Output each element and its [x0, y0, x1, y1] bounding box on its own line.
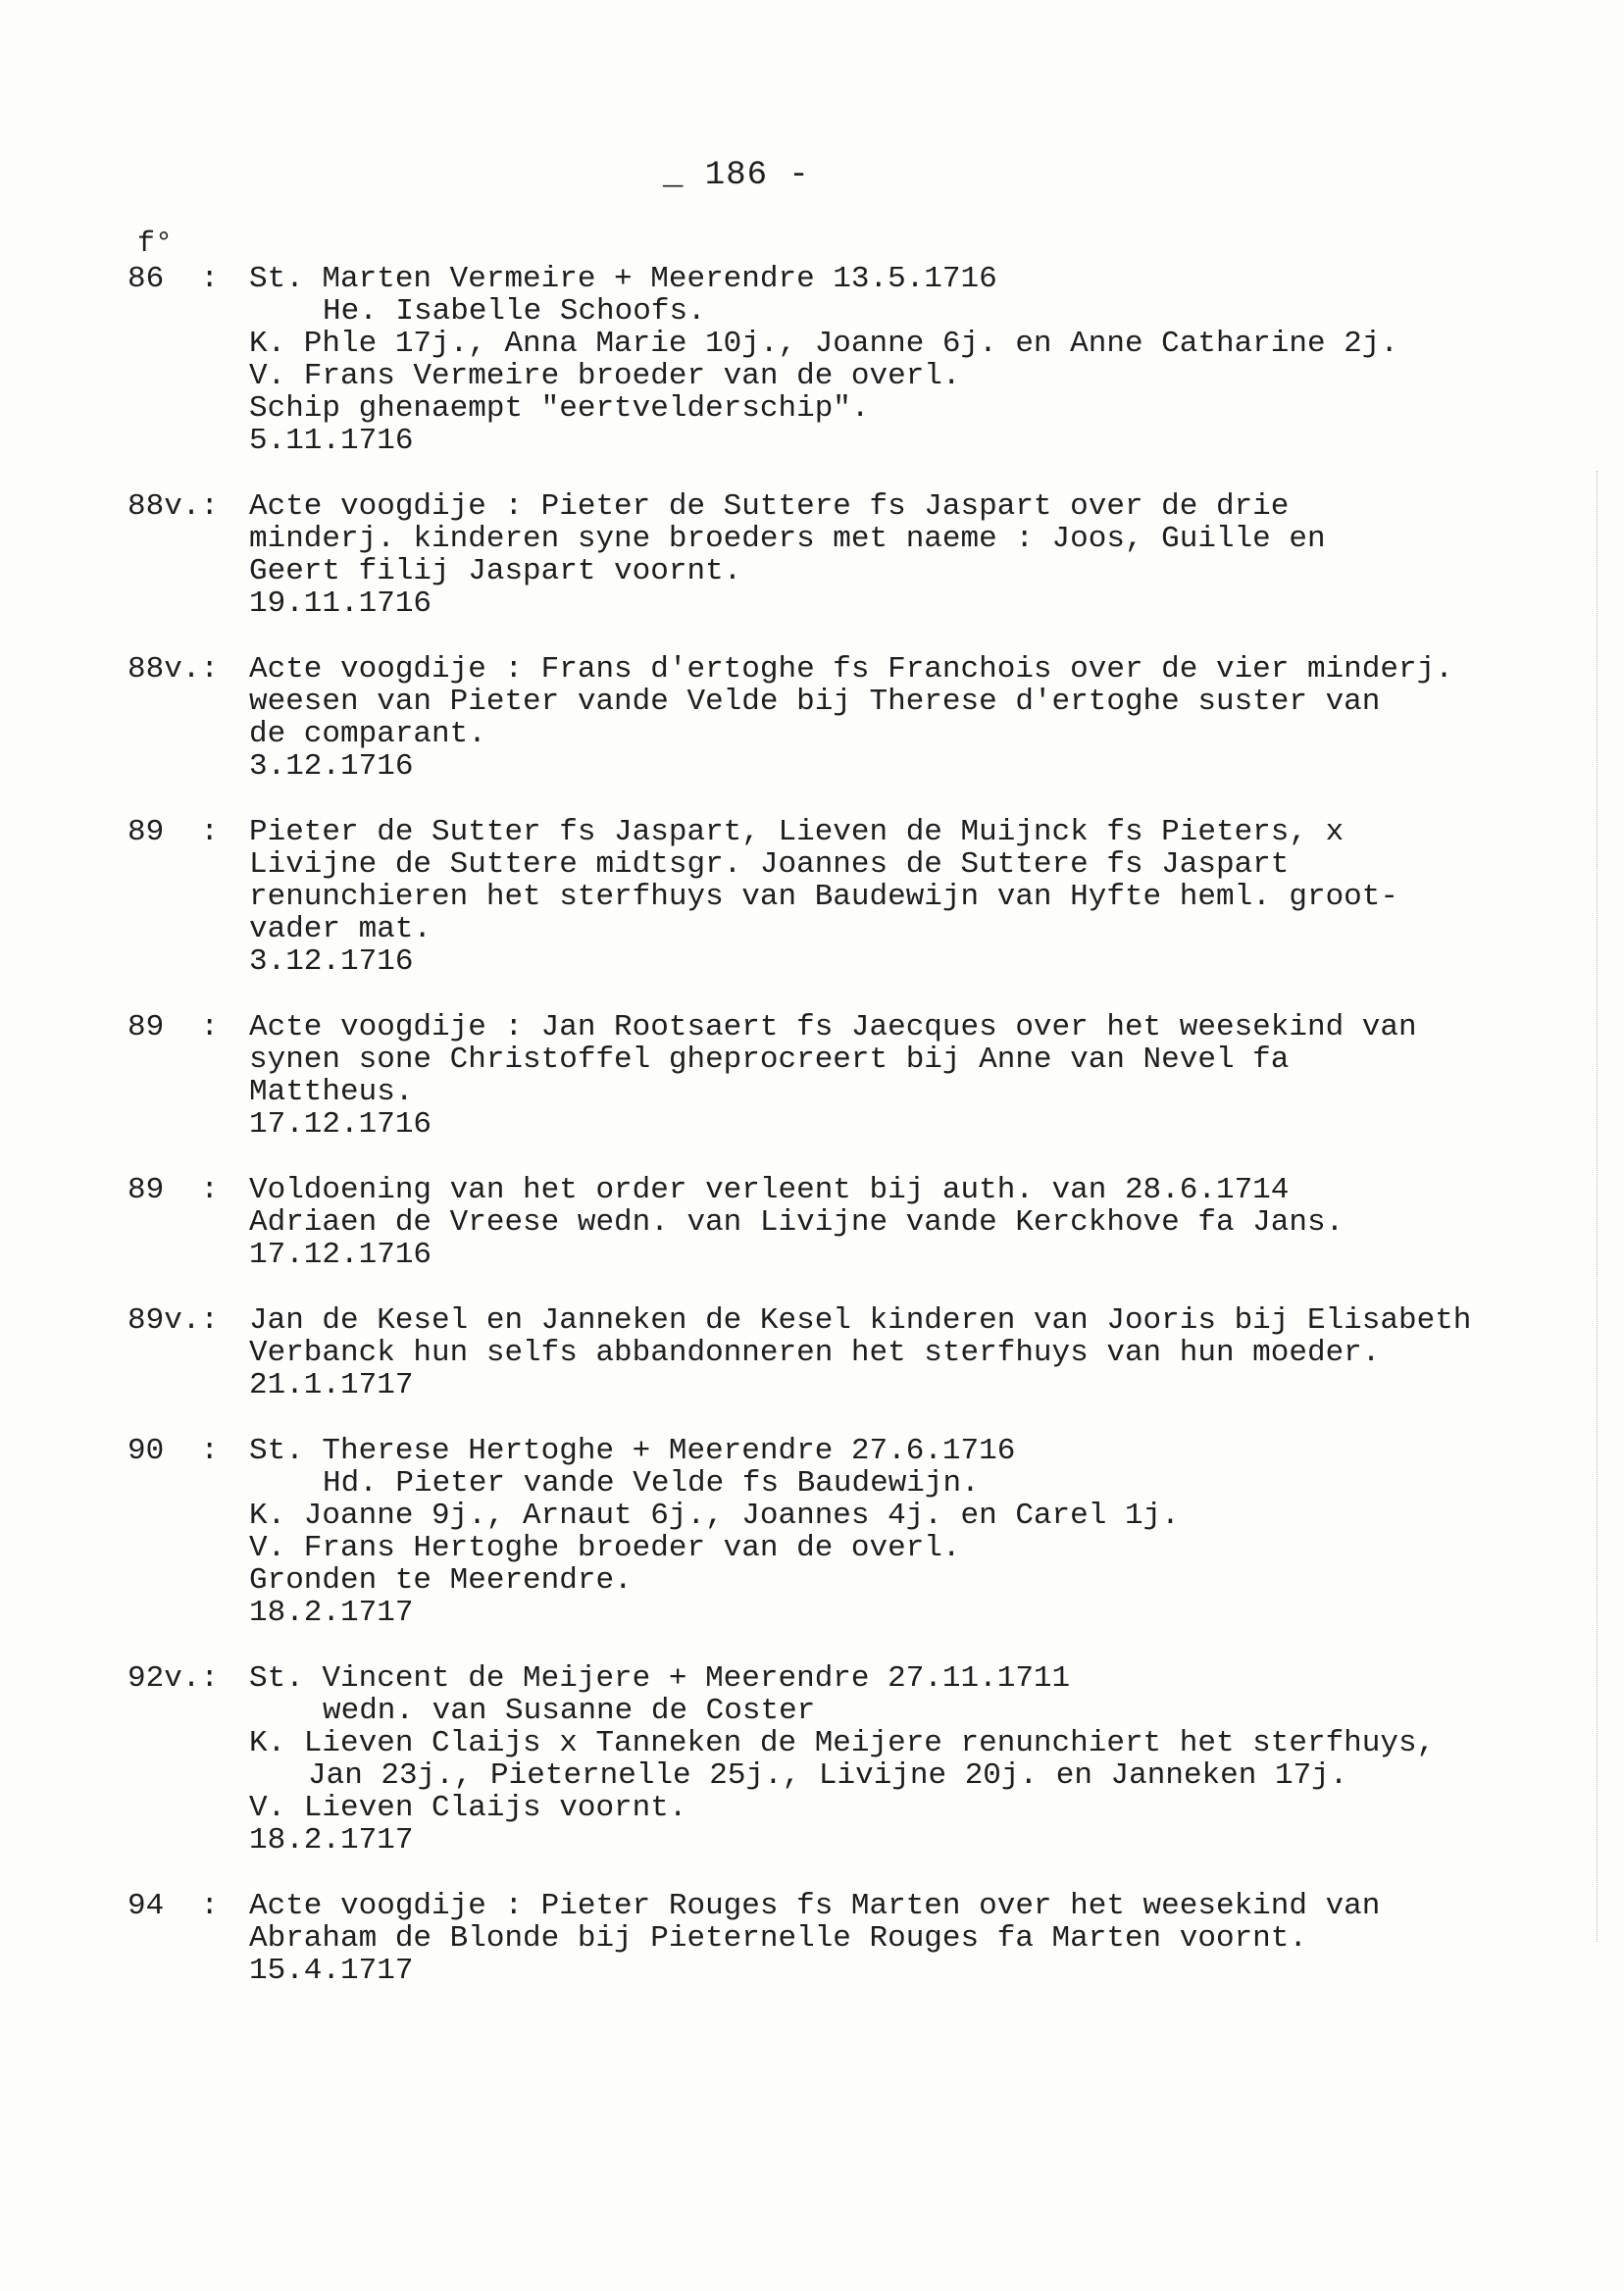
entry-body	[249, 1890, 1569, 1987]
entry-body	[249, 1174, 1569, 1271]
entry-line: Adriaen de Vreese wedn. van Livijne vande Kerckhove fa Jans.	[249, 1205, 1345, 1240]
entry-body	[249, 816, 1569, 978]
entry-line: weesen van Pieter vande Velde bij Therese d'ertoghe suster van	[249, 685, 1381, 719]
entry-date: 15.4.1717	[249, 1954, 414, 1988]
entry-line: wedn. van Susanne de Coster	[323, 1694, 816, 1728]
entry-date: 19.11.1716	[249, 586, 432, 621]
entry-88v-a	[127, 490, 1569, 620]
entry-ref: 89v.:	[127, 1303, 220, 1338]
entry-86	[127, 263, 1569, 457]
entry-line: K. Lieven Claijs x Tanneken de Meijere renunchiert het sterfhuys,	[249, 1726, 1436, 1760]
entry-line: Hd. Pieter vande Velde fs Baudewijn.	[323, 1466, 980, 1501]
entry-89-a	[127, 816, 1569, 978]
entry-body	[249, 263, 1569, 457]
entry-ref: 86 :	[127, 262, 220, 296]
entry-ref: 90 :	[127, 1434, 220, 1468]
entry-date: 17.12.1716	[249, 1238, 432, 1272]
entry-line: St. Vincent de Meijere + Meerendre 27.11.1711	[249, 1661, 1071, 1696]
entry-line: St. Marten Vermeire + Meerendre 13.5.1716	[249, 262, 997, 296]
entry-line: synen sone Christoffel gheprocreert bij Anne van Nevel fa	[249, 1043, 1290, 1077]
entry-94	[127, 1890, 1569, 1987]
entry-line: Acte voogdije : Jan Rootsaert fs Jaecques over het weesekind van	[249, 1010, 1417, 1044]
entry-ref: 94 :	[127, 1889, 220, 1923]
folio-label: f°	[137, 228, 174, 261]
entry-line: minderj. kinderen syne broeders met naeme : Joos, Guille en	[249, 522, 1326, 556]
entry-date: 17.12.1716	[249, 1107, 432, 1142]
entry-89-b	[127, 1011, 1569, 1141]
entry-line: Gronden te Meerendre.	[249, 1563, 633, 1598]
entry-line: Abraham de Blonde bij Pieternelle Rouges fa Marten voornt.	[249, 1921, 1307, 1956]
entry-body	[249, 490, 1569, 620]
entry-date: 21.1.1717	[249, 1368, 414, 1402]
entry-list	[127, 263, 1569, 2020]
entry-date: 3.12.1716	[249, 944, 414, 979]
entry-line: de comparant.	[249, 717, 486, 751]
entry-line: Pieter de Sutter fs Jaspart, Lieven de Muijnck fs Pieters, x	[249, 815, 1345, 849]
entry-date: 5.11.1716	[249, 424, 414, 458]
entry-ref: 89 :	[127, 1173, 220, 1207]
entry-ref: 89 :	[127, 1010, 220, 1044]
entry-body	[249, 1304, 1569, 1401]
entry-line: Verbanck hun selfs abbandonneren het sterfhuys van hun moeder.	[249, 1336, 1381, 1370]
entry-89v	[127, 1304, 1569, 1401]
entry-line: vader mat.	[249, 912, 432, 946]
entry-line: V. Frans Hertoghe broeder van de overl.	[249, 1531, 961, 1565]
entry-body	[249, 1435, 1569, 1629]
entry-line: Geert filij Jaspart voornt.	[249, 554, 742, 588]
entry-90	[127, 1435, 1569, 1629]
entry-line: Jan de Kesel en Janneken de Kesel kinderen van Jooris bij Elisabeth	[249, 1303, 1472, 1338]
entry-ref: 88v.:	[127, 489, 220, 524]
entry-line: Livijne de Suttere midtsgr. Joannes de Suttere fs Jaspart	[249, 847, 1290, 882]
entry-line: V. Frans Vermeire broeder van de overl.	[249, 359, 961, 393]
entry-ref: 92v.:	[127, 1661, 220, 1696]
entry-line: Voldoening van het order verleent bij auth. van 28.6.1714	[249, 1173, 1290, 1207]
entry-date: 18.2.1717	[249, 1596, 414, 1630]
entry-line: Acte voogdije : Frans d'ertoghe fs Franchois over de vier minderj.	[249, 652, 1453, 687]
entry-92v	[127, 1662, 1569, 1857]
entry-line: K. Phle 17j., Anna Marie 10j., Joanne 6j. en Anne Catharine 2j.	[249, 327, 1398, 361]
entry-line: Jan 23j., Pieternelle 25j., Livijne 20j. en Janneken 17j.	[308, 1758, 1348, 1793]
entry-body	[249, 1662, 1569, 1857]
entry-line: Acte voogdije : Pieter de Suttere fs Jaspart over de drie	[249, 489, 1290, 524]
entry-date: 18.2.1717	[249, 1823, 414, 1858]
scan-edge-mark	[1597, 471, 1599, 1942]
entry-line: Schip ghenaempt "eertvelderschip".	[249, 391, 870, 426]
entry-ref: 89 :	[127, 815, 220, 849]
entry-ref: 88v.:	[127, 652, 220, 687]
entry-89-c	[127, 1174, 1569, 1271]
entry-line: St. Therese Hertoghe + Meerendre 27.6.1716	[249, 1434, 1016, 1468]
entry-date: 3.12.1716	[249, 749, 414, 784]
entry-line: renunchieren het sterfhuys van Baudewijn van Hyfte heml. groot-	[249, 880, 1398, 914]
entry-line: K. Joanne 9j., Arnaut 6j., Joannes 4j. en Carel 1j.	[249, 1499, 1180, 1533]
entry-line: V. Lieven Claijs voornt.	[249, 1791, 687, 1825]
entry-line: Mattheus.	[249, 1075, 414, 1109]
entry-body	[249, 653, 1569, 783]
entry-line: Acte voogdije : Pieter Rouges fs Marten over het weesekind van	[249, 1889, 1381, 1923]
entry-body	[249, 1011, 1569, 1141]
entry-line: He. Isabelle Schoofs.	[323, 294, 706, 329]
page-number: _ 186 -	[663, 157, 810, 194]
entry-88v-b	[127, 653, 1569, 783]
